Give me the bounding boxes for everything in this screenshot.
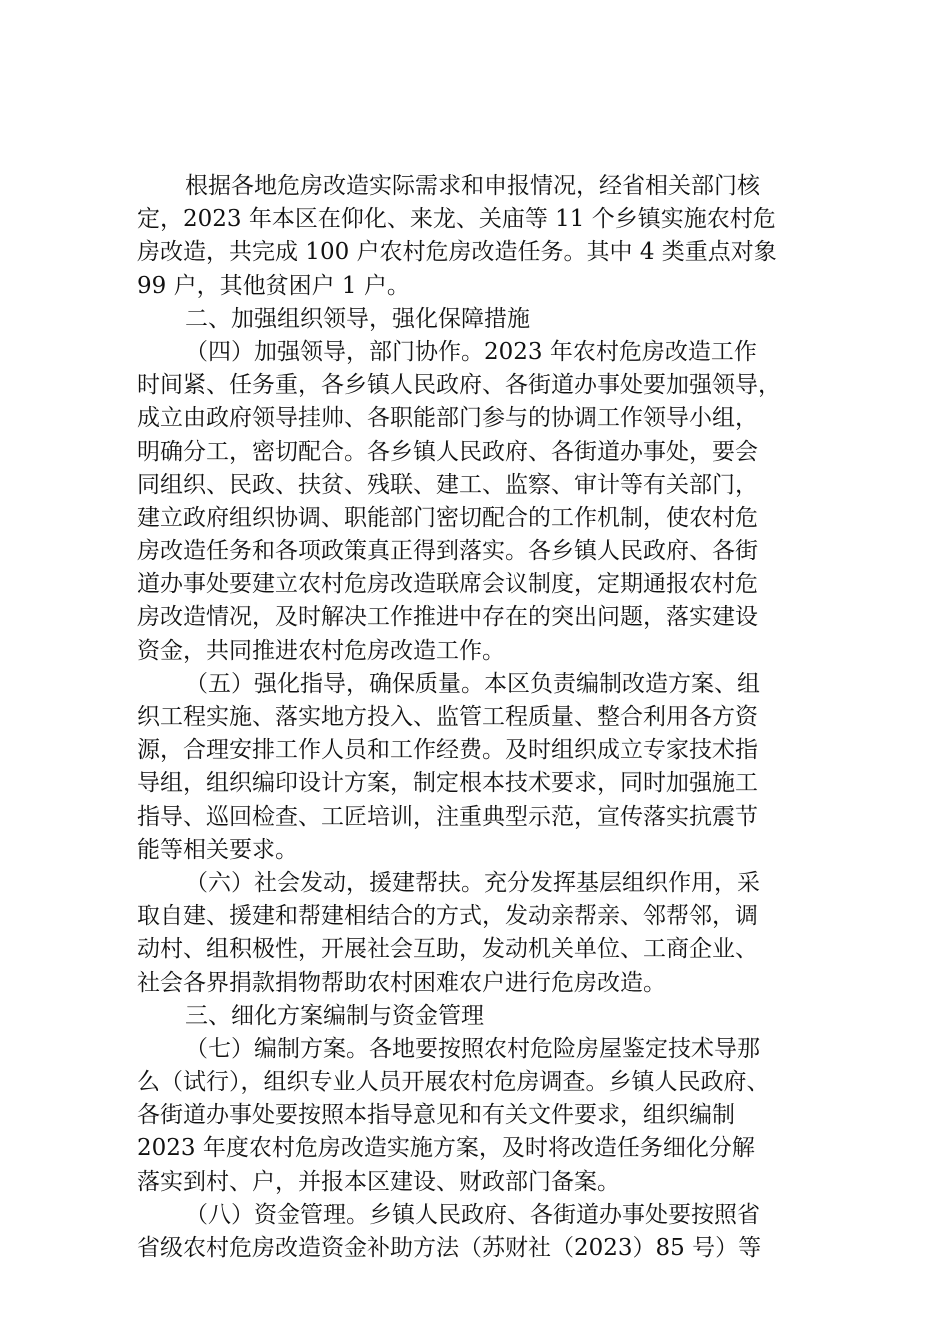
text-line: （五）强化指导，确保质量。本区负责编制改造方案、组 [185, 670, 760, 697]
body-text [137, 170, 857, 1265]
text-line: 二、加强组织领导，强化保障措施 [185, 305, 530, 332]
text-line: 99 户，其他贫困户 1 户。 [137, 272, 410, 299]
text-line: 成立由政府领导挂帅、各职能部门参与的协调工作领导小组， [137, 405, 758, 432]
text-line: 三、细化方案编制与资金管理 [185, 1002, 484, 1029]
text-line: 房改造情况，及时解决工作推进中存在的突出问题，落实建设 [137, 604, 758, 631]
text-line: 源，合理安排工作人员和工作经费。及时组织成立专家技术指 [137, 737, 758, 764]
text-line: （六）社会发动，援建帮扶。充分发挥基层组织作用，采 [185, 869, 760, 896]
text-line: 时间紧、任务重，各乡镇人民政府、各街道办事处要加强领导， [137, 372, 781, 399]
text-line: 明确分工，密切配合。各乡镇人民政府、各街道办事处，要会 [137, 438, 758, 465]
text-line: （四）加强领导，部门协作。2023 年农村危房改造工作 [185, 338, 757, 365]
text-line: 能等相关要求。 [137, 836, 298, 863]
text-line: 么（试行），组织专业人员开展农村危房调查。乡镇人民政府、 [137, 1069, 770, 1096]
text-line: 导组，组织编印设计方案，制定根本技术要求，同时加强施工 [137, 770, 758, 797]
text-line: 根据各地危房改造实际需求和申报情况，经省相关部门核 [185, 173, 760, 199]
text-line: 各街道办事处要按照本指导意见和有关文件要求，组织编制 [137, 1102, 735, 1129]
text-line: 房改造任务和各项政策真正得到落实。各乡镇人民政府、各街 [137, 538, 758, 565]
text-line: 资金，共同推进农村危房改造工作。 [137, 637, 505, 664]
text-line: 同组织、民政、扶贫、残联、建工、监察、审计等有关部门， [137, 471, 758, 498]
text-line: 定，2023 年本区在仰化、来龙、关庙等 11 个乡镇实施农村危 [137, 206, 776, 233]
text-line: 落实到村、户，并报本区建设、财政部门备案。 [137, 1168, 620, 1195]
text-line: 2023 年度农村危房改造实施方案，及时将改造任务细化分解 [137, 1135, 755, 1162]
text-line: 织工程实施、落实地方投入、监管工程质量、整合利用各方资 [137, 704, 758, 730]
text-line: （七）编制方案。各地要按照农村危险房屋鉴定技术导那 [185, 1035, 760, 1062]
text-line: 取自建、援建和帮建相结合的方式，发动亲帮亲、邻帮邻，调 [137, 903, 758, 930]
text-line: 房改造，共完成 100 户农村危房改造任务。其中 4 类重点对象 [137, 239, 777, 266]
text-line: 省级农村危房改造资金补助方法（苏财社（2023）85 号）等 [137, 1235, 762, 1261]
text-line: 指导、巡回检查、工匠培训，注重典型示范，宣传落实抗震节 [137, 803, 758, 830]
text-line: 建立政府组织协调、职能部门密切配合的工作机制，使农村危 [137, 504, 758, 531]
text-line: 道办事处要建立农村危房改造联席会议制度，定期通报农村危 [137, 571, 758, 598]
text-line: 动村、组积极性，开展社会互助，发动机关单位、工商企业、 [137, 936, 758, 963]
text-line: （八）资金管理。乡镇人民政府、各街道办事处要按照省 [185, 1201, 760, 1228]
text-line: 社会各界捐款捐物帮助农村困难农户进行危房改造。 [137, 969, 666, 996]
